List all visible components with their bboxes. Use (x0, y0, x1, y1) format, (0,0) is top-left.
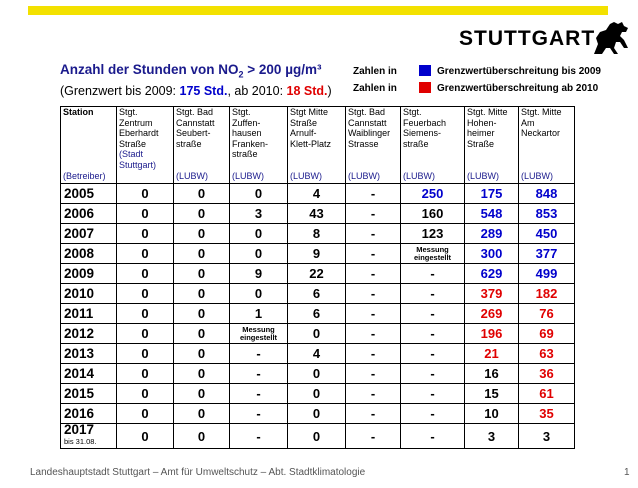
value-cell: 3 (465, 424, 519, 449)
value-cell: 300 (465, 244, 519, 264)
column-header-line: Zentrum (119, 117, 153, 128)
column-operator: (LUBW) (521, 170, 553, 181)
column-header (61, 107, 117, 184)
value-cell: 0 (288, 404, 346, 424)
year-cell (61, 344, 117, 364)
value-cell: 0 (117, 224, 174, 244)
value-cell: - (401, 404, 465, 424)
table-row (61, 284, 575, 304)
column-operator: (LUBW) (232, 170, 264, 181)
value-cell: - (346, 324, 401, 344)
column-header (346, 107, 401, 184)
column-header (465, 107, 519, 184)
year-value: 2009 (64, 265, 95, 281)
year-cell (61, 224, 117, 244)
year-cell (61, 244, 117, 264)
value-cell: 0 (174, 424, 230, 449)
value-cell: 0 (117, 244, 174, 264)
value-cell: 269 (465, 304, 519, 324)
column-header-line: Station (63, 107, 94, 117)
value-cell: 499 (519, 264, 575, 284)
value-cell: 16 (465, 364, 519, 384)
column-header (288, 107, 346, 184)
value-cell: - (401, 344, 465, 364)
value-cell: 0 (117, 344, 174, 364)
table-row (61, 324, 575, 344)
page-title: Anzahl der Stunden von $NO_2 > 200$ µg/m³ (60, 62, 322, 80)
value-cell: - (346, 224, 401, 244)
column-operator: (Stadt (119, 149, 144, 159)
legend-item-2010: Zahlen in Grenzwertüberschreitung ab 2010 (353, 83, 599, 94)
column-operator: (Betreiber) (63, 170, 106, 181)
value-cell: 0 (117, 264, 174, 284)
column-operator: (LUBW) (403, 170, 435, 181)
value-cell: 0 (230, 244, 288, 264)
value-cell: 160 (401, 204, 465, 224)
table-row (61, 424, 575, 449)
year-cell (61, 184, 117, 204)
value-cell: 36 (519, 364, 575, 384)
value-cell: 43 (288, 204, 346, 224)
column-header-line: Stgt. (119, 107, 138, 117)
column-header (401, 107, 465, 184)
value-cell: 0 (117, 284, 174, 304)
value-cell: 0 (174, 204, 230, 224)
value-cell: 9 (288, 244, 346, 264)
column-header-line: Neckartor (521, 128, 561, 138)
table-row (61, 224, 575, 244)
value-cell: Messung eingestellt (401, 244, 465, 264)
column-operator: (LUBW) (290, 170, 322, 181)
table-row (61, 244, 575, 264)
value-cell: 6 (288, 284, 346, 304)
table-row (61, 264, 575, 284)
table-row (61, 344, 575, 364)
value-cell: 21 (465, 344, 519, 364)
value-cell: 182 (519, 284, 575, 304)
value-cell: - (346, 184, 401, 204)
value-cell: 0 (117, 324, 174, 344)
value-cell: - (401, 424, 465, 449)
year-value: 2015 (64, 385, 95, 401)
column-header-line: Hohen- (467, 117, 497, 128)
column-header-line: straße (403, 138, 429, 149)
column-header-line: Siemens- (403, 128, 442, 138)
value-cell: - (230, 424, 288, 449)
year-cell (61, 364, 117, 384)
value-cell: 853 (519, 204, 575, 224)
year-cell (61, 264, 117, 284)
value-cell: 848 (519, 184, 575, 204)
year-value: 2014 (64, 365, 95, 381)
value-cell: 0 (230, 224, 288, 244)
value-cell: 8 (288, 224, 346, 244)
value-cell: - (401, 324, 465, 344)
value-cell: - (230, 404, 288, 424)
column-header-line: Eberhardt (119, 128, 159, 138)
column-header-line: straße (176, 138, 202, 149)
column-header-line: Stgt. Bad (348, 107, 386, 117)
year-cell (61, 304, 117, 324)
column-operator: Stuttgart) (119, 159, 157, 170)
value-cell: - (346, 284, 401, 304)
year-value: 2012 (64, 325, 95, 341)
value-cell: 450 (519, 224, 575, 244)
value-cell: 61 (519, 384, 575, 404)
table-header-row (61, 107, 575, 184)
year-cell (61, 424, 117, 449)
value-cell: 0 (174, 224, 230, 244)
column-header-line: Stgt. Mitte (521, 107, 562, 117)
column-header-line: Straße (119, 138, 147, 149)
column-header-line: hausen (232, 128, 262, 138)
value-cell: 250 (401, 184, 465, 204)
column-header-line: Stgt Mitte (290, 107, 329, 117)
legend-item-2009: Zahlen in Grenzwertüberschreitung bis 2009 (353, 66, 601, 77)
value-cell: 35 (519, 404, 575, 424)
value-cell: 4 (288, 184, 346, 204)
column-header-line: Straße (290, 117, 318, 128)
column-header-line: Arnulf- (290, 128, 317, 138)
year-value: 2008 (64, 245, 95, 261)
column-header-line: Stgt. (232, 107, 251, 117)
value-cell: 175 (465, 184, 519, 204)
value-cell: 0 (174, 284, 230, 304)
table-row (61, 384, 575, 404)
column-header-line: heimer (467, 128, 495, 138)
column-header (117, 107, 174, 184)
value-cell: - (401, 364, 465, 384)
value-cell: 0 (117, 384, 174, 404)
value-cell: - (346, 364, 401, 384)
value-cell: 0 (117, 184, 174, 204)
value-cell: - (346, 204, 401, 224)
column-header-line: Franken- (232, 138, 269, 149)
year-value: 2010 (64, 285, 95, 301)
value-cell: - (346, 304, 401, 324)
column-header-line: Feuerbach (403, 117, 447, 128)
value-cell: 0 (117, 424, 174, 449)
table-row (61, 304, 575, 324)
value-cell: 0 (174, 304, 230, 324)
value-cell: 0 (288, 364, 346, 384)
value-cell: 1 (230, 304, 288, 324)
value-cell: 377 (519, 244, 575, 264)
value-cell: 76 (519, 304, 575, 324)
year-value: 2013 (64, 345, 95, 361)
column-header-line: Stgt. Bad (176, 107, 214, 117)
value-cell: 0 (288, 324, 346, 344)
value-cell: 69 (519, 324, 575, 344)
value-cell: 629 (465, 264, 519, 284)
column-header (230, 107, 288, 184)
year-note: bis 31.08. (64, 437, 97, 446)
column-header-line: Cannstatt (348, 117, 387, 128)
legend-swatch-blue (419, 65, 431, 76)
column-header-line: Waiblinger (348, 128, 391, 138)
stuttgart-logo-text: STUTTGART (459, 27, 596, 50)
value-cell: 0 (288, 384, 346, 404)
stuttgart-horse-icon (588, 18, 632, 58)
year-value: 2011 (64, 305, 94, 321)
year-cell (61, 284, 117, 304)
value-cell: - (401, 284, 465, 304)
value-cell: - (346, 264, 401, 284)
column-header (174, 107, 230, 184)
value-cell: - (401, 264, 465, 284)
value-cell: 0 (117, 364, 174, 384)
value-cell: 63 (519, 344, 575, 364)
value-cell: 10 (465, 404, 519, 424)
value-cell: - (346, 244, 401, 264)
value-cell: 0 (117, 404, 174, 424)
value-cell: 0 (174, 244, 230, 264)
value-cell: 22 (288, 264, 346, 284)
column-header-line: Cannstatt (176, 117, 215, 128)
column-operator: (LUBW) (176, 170, 208, 181)
value-cell: 15 (465, 384, 519, 404)
column-header-line: Stgt. (403, 107, 422, 117)
table-row (61, 204, 575, 224)
year-cell (61, 404, 117, 424)
year-cell (61, 384, 117, 404)
year-cell (61, 324, 117, 344)
table-row (61, 184, 575, 204)
column-header-line: Straße (467, 138, 495, 149)
value-cell: - (401, 384, 465, 404)
value-cell: - (230, 384, 288, 404)
column-header-line: Am (521, 117, 535, 128)
value-cell: Messung eingestellt (230, 324, 288, 344)
value-cell: 289 (465, 224, 519, 244)
legend-swatch-red (419, 82, 431, 93)
value-cell: 379 (465, 284, 519, 304)
value-cell: - (230, 364, 288, 384)
column-header-line: Strasse (348, 138, 379, 149)
value-cell: - (346, 344, 401, 364)
value-cell: - (230, 344, 288, 364)
value-cell: 0 (174, 264, 230, 284)
value-cell: 6 (288, 304, 346, 324)
value-cell: 548 (465, 204, 519, 224)
value-cell: - (346, 424, 401, 449)
column-header-line: Seubert- (176, 128, 211, 138)
value-cell: 4 (288, 344, 346, 364)
value-cell: 0 (117, 304, 174, 324)
value-cell: 123 (401, 224, 465, 244)
column-header-line: Klett-Platz (290, 138, 332, 149)
column-operator: (LUBW) (467, 170, 499, 181)
value-cell: - (346, 404, 401, 424)
year-value: 2017 (64, 422, 95, 437)
year-value: 2006 (64, 205, 95, 221)
value-cell: 0 (117, 204, 174, 224)
no2-hours-table (60, 106, 575, 449)
column-operator: (LUBW) (348, 170, 380, 181)
column-header (519, 107, 575, 184)
year-value: 2016 (64, 405, 95, 421)
value-cell: 9 (230, 264, 288, 284)
value-cell: 0 (230, 284, 288, 304)
footer-text: Landeshauptstadt Stuttgart – Amt für Umweltschutz – Abt. Stadtklimatologie (30, 467, 366, 478)
value-cell: 0 (174, 404, 230, 424)
value-cell: 0 (174, 344, 230, 364)
value-cell: 0 (174, 384, 230, 404)
column-header-line: straße (232, 149, 258, 159)
value-cell: 196 (465, 324, 519, 344)
value-cell: - (401, 304, 465, 324)
page-number: 1 (624, 467, 630, 478)
value-cell: 0 (174, 184, 230, 204)
value-cell: 0 (174, 324, 230, 344)
column-header-line: Zuffen- (232, 117, 261, 128)
table-row (61, 364, 575, 384)
value-cell: 3 (230, 204, 288, 224)
top-yellow-bar (28, 6, 608, 15)
value-cell: 3 (519, 424, 575, 449)
year-value: 2007 (64, 225, 95, 241)
table-row (61, 404, 575, 424)
value-cell: 0 (174, 364, 230, 384)
value-cell: 0 (288, 424, 346, 449)
year-cell (61, 204, 117, 224)
value-cell: - (346, 384, 401, 404)
value-cell: 0 (230, 184, 288, 204)
year-value: 2005 (64, 185, 95, 201)
column-header-line: Stgt. Mitte (467, 107, 508, 117)
page-subtitle: (Grenzwert bis 2009: 175 Std., ab 2010: 18 Std.) (60, 84, 332, 98)
